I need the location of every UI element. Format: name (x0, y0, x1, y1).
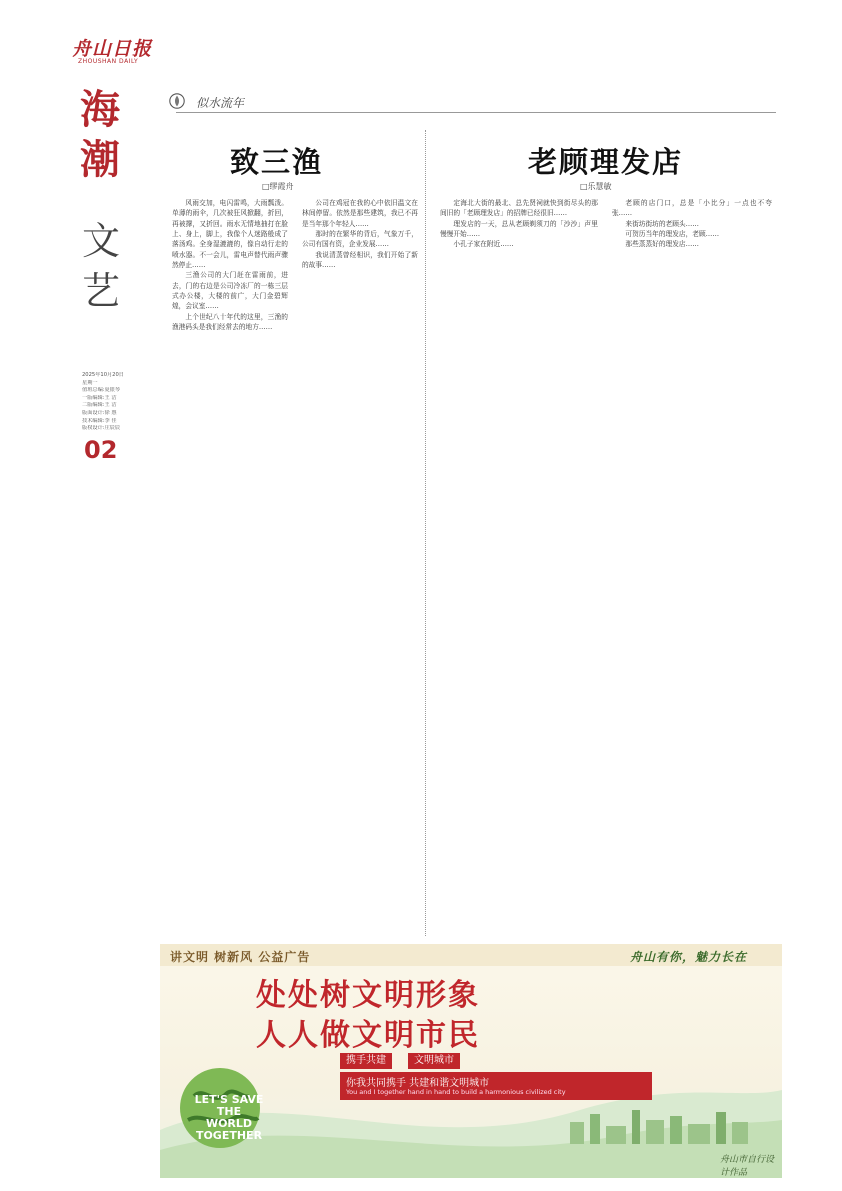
section-title-char-1: 海 (80, 86, 120, 133)
paragraph: 我说清蒸曾经相识，我们开始了新的故事…… (302, 250, 418, 270)
column-divider (425, 130, 426, 936)
paragraph: 来街坊街坊的老顾头…… (625, 219, 699, 228)
article-byline: □乐慧敏 (580, 182, 612, 191)
paragraph: 定海北大街的最北、总先贤祠就快到街尽头的那间旧的「老顾理发店」的招牌已经很旧…… (440, 199, 598, 218)
page-number: 02 (84, 436, 118, 464)
meta-line: 技术编辑:李 佳 (82, 417, 117, 424)
paragraph: 公司在鸡冠在我的心中依旧温文在林间停留。依然是那些建筑，我已不再是当年那个年轻人…… (302, 199, 418, 228)
public-service-ad (160, 944, 782, 1178)
meta-line: 版权设计:庄辰辰 (82, 425, 121, 432)
meta-line: 二版编辑:王 洁 (82, 402, 117, 409)
meta-line: 2025年10月20日 (82, 372, 124, 378)
ad-slogan-en: You and I together hand in hand to build a harmonious civilized city (346, 1088, 566, 1096)
section-subtitle-char-1: 文 (82, 219, 121, 263)
ad-credit: 舟山市自行设计作品 (720, 1155, 775, 1178)
section-subtitle-char-2: 艺 (82, 269, 121, 313)
section-label: 似水流年 (196, 96, 245, 110)
article-column (440, 198, 598, 932)
masthead-logo: 舟山日报 (72, 38, 153, 60)
meta-line: 版面设计:徐 惠 (82, 409, 117, 416)
ad-slogan-cn: 你我共同携手 共建和谐文明城市 (346, 1078, 490, 1089)
section-title-char-2: 潮 (80, 136, 120, 183)
paragraph: 小孔子家在附近…… (453, 240, 514, 249)
paragraph: 老顾的店门口，总是「小比分」一点也不夸张…… (612, 199, 772, 218)
city-skyline-graphic (560, 1104, 760, 1144)
paragraph: 那时的在繁华的背后，气象万千，公司有国有资，企业发展…… (302, 230, 418, 249)
article-column (612, 198, 772, 932)
save-world-text: LET'S SAVE THE WORLD TOGETHER (194, 1093, 264, 1142)
article-column (302, 198, 418, 932)
meta-line: 一版编辑:王 洁 (82, 394, 117, 401)
paragraph: 上个世纪八十年代的这里，三渔的渔港码头是我们经常去的地方…… (172, 312, 288, 332)
meta-line: 值班总编:夏银琴 (82, 387, 121, 394)
edition-meta (82, 372, 138, 433)
ad-top-right-slogan: 舟山有你，魅力长在 (630, 950, 748, 964)
paragraph: 风雨交加，电闪雷鸣，大雨瓢泼。单薄的雨伞，几次被狂风掀翻，折回，再被撑，又折回。雨水无情地抽打在脸上、身上，脚上，我像个人迷路般成了落汤鸡。全身湿漉漉的，像自动行走的喷水器。不一会儿，雷电声替代雨声骤然停止…… (172, 199, 288, 270)
paragraph: 理发店的一天，总从老顾剃须刀的「沙沙」声里慢慢开始…… (440, 219, 598, 239)
ad-top-left-slogan: 讲文明 树新风 公益广告 (170, 950, 311, 964)
flower-icon (168, 92, 186, 110)
ad-headline-1: 处处树文明形象 (256, 978, 480, 1013)
article-title: 致三渔 (230, 145, 324, 179)
ad-headline-2: 人人做文明市民 (256, 1018, 480, 1053)
paragraph: 三渔公司的大门赶在雷雨前，进去，门的右边是公司冷冻厂的一栋三层式办公楼，大楼的前广，大门金碧辉煌，会议室…… (172, 271, 288, 311)
section-rule (176, 112, 776, 113)
article-column (172, 198, 288, 932)
paragraph: 那些蒸蒸好的理发店…… (625, 240, 699, 249)
ad-chip: 文明城市 (408, 1053, 460, 1069)
meta-line: 星期一 (82, 379, 98, 386)
article-byline: □缪霞舟 (262, 182, 294, 191)
article-title: 老顾理发店 (528, 145, 684, 179)
ad-chip: 携手共建 (340, 1053, 392, 1069)
paragraph: 可贺历当年的理发店，老顾…… (625, 230, 720, 239)
masthead-pinyin: ZHOUSHAN DAILY (78, 58, 139, 65)
